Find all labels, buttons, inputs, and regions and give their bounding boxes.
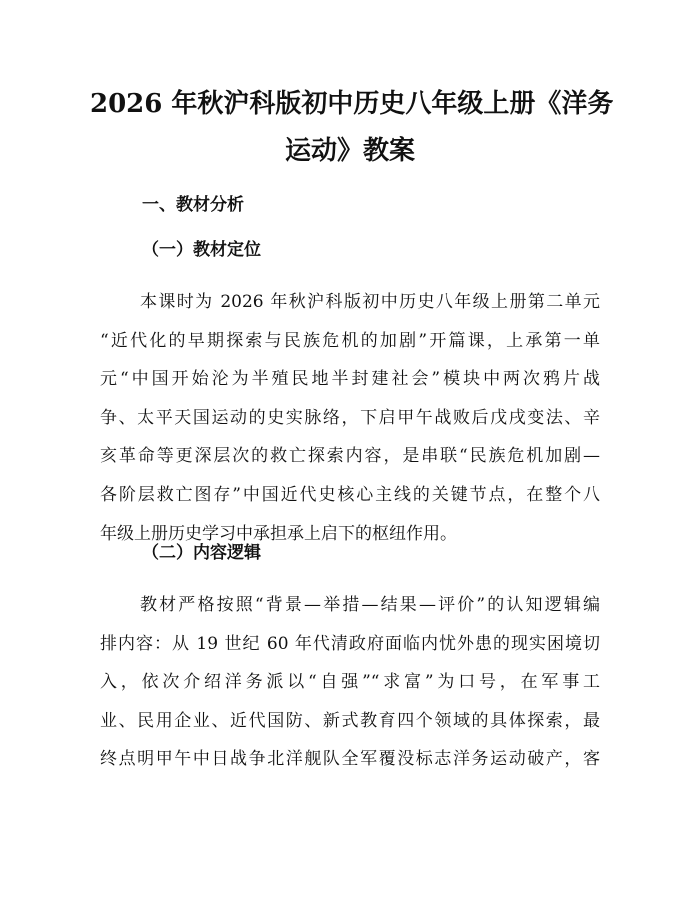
paragraph-line: 排内容：从 19 世纪 60 年代清政府面临内忧外患的现实困境切 (100, 633, 600, 654)
subsection-heading-positioning: （一）教材定位 (142, 240, 261, 260)
section-heading: 一、教材分析 (142, 195, 244, 215)
paragraph-line: 争、太平天国运动的史实脉络，下启甲午战败后戊戌变法、辛 (100, 407, 600, 428)
paragraph-line: 入，依次介绍洋务派以“自强”“求富”为口号，在军事工 (100, 672, 600, 693)
document-title-line-1: 2026 年秋沪科版初中历史八年级上册《洋务 (90, 89, 614, 119)
paragraph-line: 教材严格按照“背景—举措—结果—评价”的认知逻辑编 (140, 595, 600, 615)
paragraph-line: 亥革命等更深层次的救亡探索内容，是串联“民族危机加剧— (100, 446, 600, 467)
paragraph-line: 业、民用企业、近代国防、新式教育四个领域的具体探索，最 (100, 710, 600, 731)
paragraph-content-logic (100, 586, 600, 779)
paragraph-line: 本课时为 2026 年秋沪科版初中历史八年级上册第二单元 (140, 292, 600, 312)
document-title-line-2: 运动》教案 (284, 136, 415, 166)
paragraph-line: 各阶层救亡图存”中国近代史核心主线的关键节点，在整个八 (100, 484, 600, 505)
subsection-heading-content-logic: （二）内容逻辑 (142, 543, 261, 563)
paragraph-line: 年级上册历史学习中承担承上启下的枢纽作用。 (100, 523, 457, 544)
paragraph-positioning (100, 283, 600, 553)
paragraph-line: 元“中国开始沦为半殖民地半封建社会”模块中两次鸦片战 (100, 369, 600, 390)
paragraph-line: “近代化的早期探索与民族危机的加剧”开篇课，上承第一单 (100, 330, 600, 351)
paragraph-line: 终点明甲午中日战争北洋舰队全军覆没标志洋务运动破产，客 (100, 749, 600, 770)
